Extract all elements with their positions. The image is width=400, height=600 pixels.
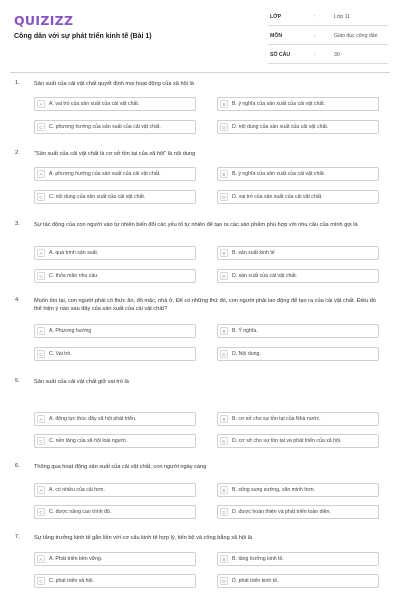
question-text: Sự tăng trưởng kinh tế gắn liền với cơ cấu kinh tế hợp lý, tiến bộ và công bằng xã hội là: [34, 535, 253, 541]
option-a[interactable]: [34, 324, 196, 338]
option-a[interactable]: [34, 97, 196, 111]
option-letter: A: [37, 249, 45, 257]
option-text: D. nội dung của sản xuất của cải vật chất.: [232, 124, 329, 130]
option-letter: C: [37, 577, 45, 585]
question-6: [0, 463, 400, 521]
meta-key: SỐ CÂU: [270, 52, 291, 58]
question-number: 2.: [15, 150, 20, 156]
option-letter: A: [37, 486, 45, 494]
option-text: A. vai trò của sản xuất của cải vật chất.: [49, 101, 140, 107]
question-4: [0, 297, 400, 363]
option-b[interactable]: [217, 167, 379, 181]
option-a[interactable]: [34, 167, 196, 181]
option-text: B. ý nghĩa của sản xuất của cải vật chất.: [232, 101, 326, 107]
worksheet-meta: [268, 11, 388, 68]
meta-row-subject: [268, 30, 388, 45]
option-d[interactable]: [217, 190, 379, 204]
option-b[interactable]: [217, 552, 379, 566]
option-c[interactable]: [34, 505, 196, 519]
option-letter: A: [37, 170, 45, 178]
worksheet-title: Công dân với sự phát triển kinh tế (Bài 1): [14, 33, 152, 40]
option-text: A. phương hướng của sản xuất của cải vật chất.: [49, 171, 161, 177]
option-letter: B: [220, 415, 228, 423]
question-number: 4.: [15, 297, 20, 303]
meta-row-class: [268, 11, 388, 26]
option-d[interactable]: [217, 574, 379, 588]
meta-colon: :: [314, 52, 316, 58]
meta-key: LỚP: [270, 14, 282, 20]
option-d[interactable]: [217, 120, 379, 134]
question-number: 3.: [15, 221, 20, 227]
meta-colon: :: [314, 33, 316, 39]
option-text: B. sống sung sướng, văn minh hơn.: [232, 487, 315, 493]
option-b[interactable]: [217, 97, 379, 111]
option-letter: D: [220, 437, 228, 445]
question-text: "Sản xuất của cải vật chất là cơ sở tồn tại của xã hội" là nội dung: [34, 151, 196, 157]
option-a[interactable]: [34, 483, 196, 497]
option-letter: C: [37, 437, 45, 445]
option-a[interactable]: [34, 552, 196, 566]
quizizz-logo: QUIZIZZ: [14, 13, 74, 28]
option-letter: D: [220, 508, 228, 516]
meta-colon: :: [314, 14, 316, 20]
option-text: B. cơ sở cho sự tồn tại của Nhà nước.: [232, 416, 321, 422]
question-number: 7.: [15, 534, 20, 540]
option-text: A. Phương hướng: [49, 328, 92, 334]
option-text: A. quá trình sản xuất.: [49, 250, 99, 256]
question-text: Muốn tồn tại, con người phải có thức ăn, đồ mặc, nhà ở. Để có những thứ đó, con người phải lao động để tạo ra của cải vật chất. Điều đó thể hiện ý nào sau đây của sản xuất của cải vật chất?: [34, 298, 376, 312]
option-letter: C: [37, 272, 45, 280]
question-text: Thông qua hoạt động sản xuất của cải vật chất, con người ngày càng: [34, 464, 207, 470]
option-b[interactable]: [217, 412, 379, 426]
option-c[interactable]: [34, 434, 196, 448]
option-letter: B: [220, 486, 228, 494]
option-a[interactable]: [34, 246, 196, 260]
option-letter: A: [37, 555, 45, 563]
question-number: 6.: [15, 463, 20, 469]
question-text: Sản xuất của cải vật chất quyết định mọi hoạt động của xã hội là: [34, 81, 194, 87]
option-text: A. động lực thúc đẩy xã hội phát triển.: [49, 416, 137, 422]
meta-key: MÔN: [270, 33, 283, 39]
option-letter: C: [37, 193, 45, 201]
option-letter: B: [220, 249, 228, 257]
option-text: C. phương hướng của sản xuất của cải vật chất.: [49, 124, 161, 130]
option-text: D. vai trò của sản xuất của cải vật chất.: [232, 194, 323, 200]
question-7: [0, 534, 400, 594]
option-d[interactable]: [217, 347, 379, 361]
option-c[interactable]: [34, 269, 196, 283]
question-3: [0, 221, 400, 287]
option-text: B. sản xuất kinh tế: [232, 250, 275, 256]
option-text: D. Nội dung.: [232, 351, 261, 357]
option-text: A. có nhiều của cải hơn.: [49, 487, 105, 493]
option-text: B. tăng trưởng kinh tế.: [232, 556, 284, 562]
option-letter: D: [220, 193, 228, 201]
question-text: Sản xuất của cải vật chất giữ vai trò là: [34, 379, 129, 385]
option-text: A. Phát triển bền vững.: [49, 556, 103, 562]
question-number: 5.: [15, 378, 20, 384]
question-5: [0, 378, 400, 444]
option-text: B. ý nghĩa của sản xuất của cải vật chất.: [232, 171, 326, 177]
option-c[interactable]: [34, 190, 196, 204]
question-text: Sự tác động của con người vào tự nhiên biến đổi các yếu tố tự nhiên để tạo ra các sản phẩm phù hợp với nhu cầu của mình gọi là: [34, 222, 358, 228]
option-d[interactable]: [217, 269, 379, 283]
option-letter: B: [220, 327, 228, 335]
option-letter: D: [220, 350, 228, 358]
option-a[interactable]: [34, 412, 196, 426]
option-letter: A: [37, 100, 45, 108]
header-divider: [10, 72, 390, 73]
option-letter: B: [220, 100, 228, 108]
question-1: [0, 80, 400, 138]
option-text: C. được nâng cao trình độ.: [49, 509, 112, 515]
option-letter: D: [220, 123, 228, 131]
option-letter: C: [37, 508, 45, 516]
option-text: D. sản xuất của cải vật chất.: [232, 273, 298, 279]
meta-value: Giáo dục công dân: [334, 33, 378, 39]
option-text: D. cơ sở cho sự tồn tại và phát triển của xã hội.: [232, 438, 342, 444]
option-letter: B: [220, 170, 228, 178]
option-letter: D: [220, 272, 228, 280]
option-c[interactable]: [34, 574, 196, 588]
question-2: [0, 150, 400, 208]
option-text: D. được hoàn thiện và phát triển toàn diện.: [232, 509, 331, 515]
meta-value: 30: [334, 52, 340, 58]
option-b[interactable]: [217, 246, 379, 260]
option-c[interactable]: [34, 347, 196, 361]
option-b[interactable]: [217, 483, 379, 497]
option-text: C. thỏa mãn nhu cầu.: [49, 273, 99, 279]
option-letter: B: [220, 555, 228, 563]
option-text: D. phát triển kinh tế.: [232, 578, 279, 584]
meta-row-count: [268, 49, 388, 64]
option-d[interactable]: [217, 505, 379, 519]
option-letter: A: [37, 327, 45, 335]
option-d[interactable]: [217, 434, 379, 448]
option-text: B. Ý nghĩa.: [232, 328, 258, 334]
option-letter: C: [37, 123, 45, 131]
option-letter: A: [37, 415, 45, 423]
option-text: C. nền tảng của xã hội loài người.: [49, 438, 128, 444]
question-number: 1.: [15, 80, 20, 86]
option-letter: C: [37, 350, 45, 358]
option-c[interactable]: [34, 120, 196, 134]
meta-value: Lớp 11: [334, 14, 350, 20]
option-text: C. Vai trò.: [49, 351, 72, 357]
option-text: C. nội dung của sản xuất của cải vật chất.: [49, 194, 146, 200]
option-b[interactable]: [217, 324, 379, 338]
option-text: C. phát triển xã hội.: [49, 578, 94, 584]
option-letter: D: [220, 577, 228, 585]
